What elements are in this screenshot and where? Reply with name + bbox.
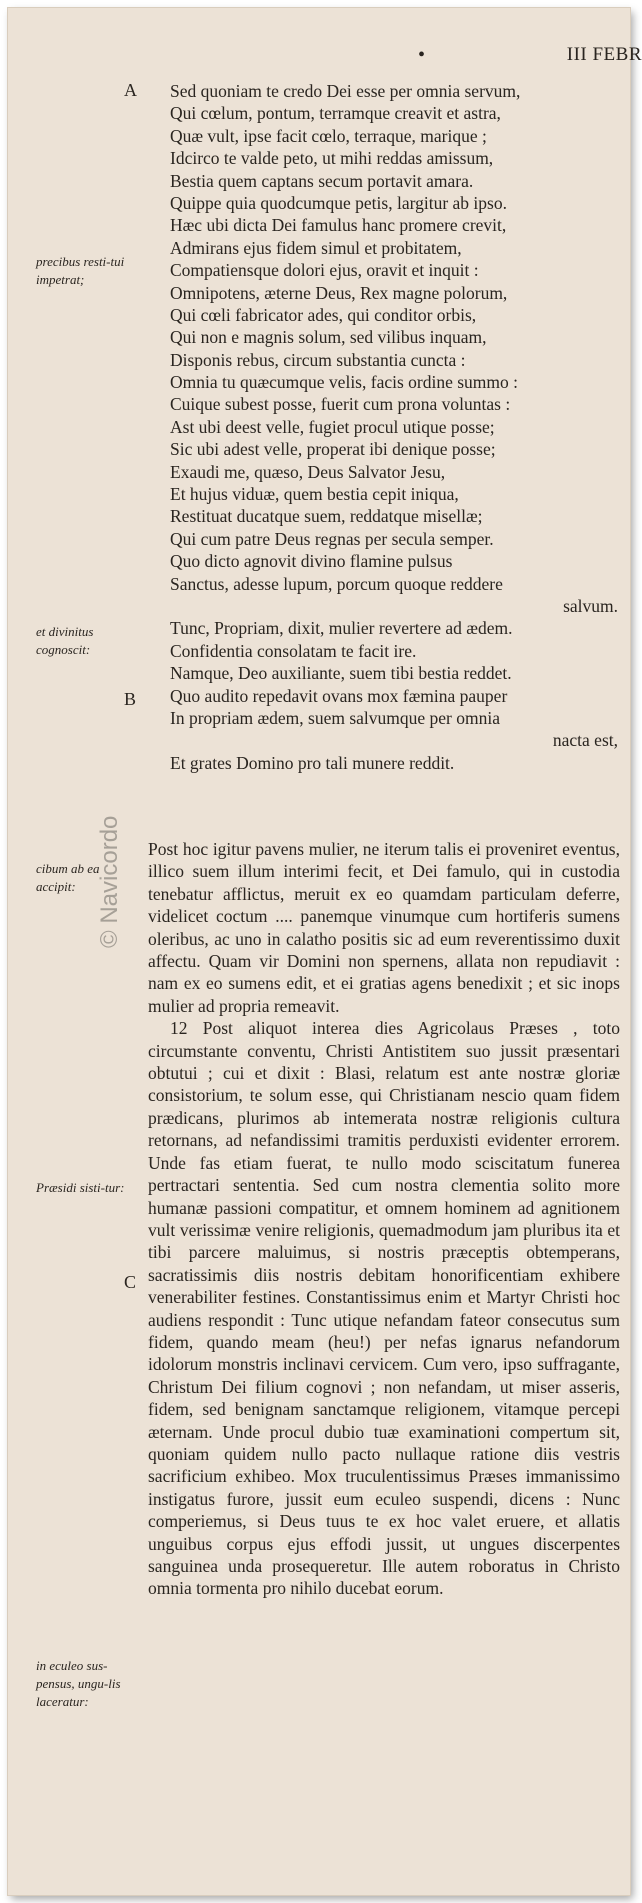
document-page [8,8,642,1895]
verse-line: Namque, Deo auxiliante, suem tibi bestia reddet. [170,663,512,684]
verse-line: Exaudi me, quæso, Deus Salvator Jesu, [170,461,446,482]
verse-line: Qui non e magnis solum, sed vilibus inquam, [170,327,487,348]
verse-line: Qui cœli fabricator ades, qui conditor orbis, [170,304,477,325]
verse-line: Et grates Domino pro tali munere reddit. [170,752,455,773]
verse-line: Qui cum patre Deus regnas per secula semper. [170,528,494,549]
section-letter-a: A [124,80,137,100]
verse-line: Restituat ducatque suem, reddatque misellæ; [170,506,483,527]
prose-block [148,838,620,1600]
verse-line: Idcirco te valde peto, ut mihi reddas amissum, [170,148,494,169]
margin-note-divine-knowledge: et divinitus cognoscit: [36,624,94,657]
header-title: III FEBR [566,44,642,65]
paragraph-widow-offering: Post hoc igitur pavens mulier, ne iterum talis ei proveniret eventus, illico suem illum interimi fecit, et Dei famulo, qui in custodia tenebatur afflictus, meruit ex eo quamdam particulam deferre, videlicet coctum .... panemque vinumque cum hortiferis sumens oleribus, ac uno in calatho positis sic ad eum reverentissimo duxit affectu. Quam vir Domini non spernens, allata non repudiavit : nam ex eo sumens edit, et ei gratias agens benedixit ; et sic inops mulier ad propria remeavit. [148,839,620,1016]
section-letter-b: B [124,689,137,709]
header-dot: • [418,44,426,66]
margin-note-before-prefect: Præsidi sisti-tur: [36,1180,125,1195]
verse-line: Sanctus, adesse lupum, porcum quoque reddere [170,573,503,594]
margin-note-food: cibum ab ea accipit: [36,861,100,894]
section-letter-c: C [124,1272,137,1292]
verse-line: Admirans ejus fidem simul et probitatem, [170,237,462,258]
verse-line: Quæ vult, ipse facit cœlo, terraque, marique ; [170,125,487,146]
running-header [8,42,642,72]
verse-line: Tunc, Propriam, dixit, mulier revertere ad ædem. [170,618,513,639]
verse-block [170,80,622,774]
verse-line-continuation: salvum. [563,595,618,616]
watermark: © Navicordo [96,815,123,948]
verse-line: Quo audito repedavit ovans mox fæmina pauper [170,685,508,706]
verse-line: Confidentia consolatam te facit ire. [170,640,417,661]
verse-line: Disponis rebus, circum substantia cuncta : [170,349,466,370]
verse-line: In propriam ædem, suem salvumque per omnia [170,707,500,728]
verse-line: Compatiensque dolori ejus, oravit et inquit : [170,260,479,281]
margin-note-restitution: precibus resti-tui impetrat; [36,254,125,287]
verse-line-continuation: nacta est, [552,730,618,751]
verse-line: Cuique subest posse, fuerit cum prona voluntas : [170,394,511,415]
verse-line: Quippe quia quodcumque petis, largitur ab ipso. [170,192,507,213]
verse-line: Sic ubi adest velle, properat ibi denique posse; [170,439,496,460]
verse-line: Sed quoniam te credo Dei esse per omnia servum, [170,81,521,101]
verse-line: Omnipotens, æterne Deus, Rex magne polorum, [170,282,508,303]
verse-line: Qui cœlum, pontum, terramque creavit et astra, [170,103,501,124]
verse-line: Quo dicto agnovit divino flamine pulsus [170,551,453,572]
verse-line: Bestia quem captans secum portavit amara. [170,170,474,191]
verse-line: Et hujus viduæ, quem bestia cepit iniqua, [170,484,459,505]
paragraph-section-12: 12 Post aliquot interea dies Agricolaus Præses , toto circumstante conventu, Christi Antistitem suo jussit præsentari obtutui ; cui et dixit : Blasi, relatum est ante nostræ gloriæ consistorium, te solum esse, qui Christianam nescio quam fidem prædicans, plurimos ab intemerata nostræ religionis cultura retornans, ad nefandissimi tramitis perduxisti evidenter errorem. Unde fas etiam fuerat, te nullo modo sciscitatum funerea pertractari sententia. Sed cum nostra clementia solito more humanæ passioni compatitur, et omnem hominem ad agnitionem vult verissimæ venire religionis, quemadmodum jam pluribus ita et tibi parcere maluimus, si nostris præceptis obtemperans, sacratissimis diis nostris debitam honorificentiam exhibere venerabiliter festines. Constantissimus enim et Martyr Christi hoc audiens respondit : Tunc utique nefandam fateor consecutus sum fidem, quando meam (heu!) per nefas ignarus nefandorum idolorum monstris inclinavi cervicem. Cum vero, ipso suffragante, Christum Dei filium cognovi ; non nefandam, ut miser asseris, fidem, sed benignam sanctamque religionem, vitamque percepi æternam. Unde procul dubio tuæ examinationi compertum sit, quoniam quidem nullo pacto nullaque ratione diis vestris sacrificium exhibeo. Mox truculentissimus Præses immanissimo instigatus furore, jussit eum eculeo suspendi, dicens : Nunc comperiemus, si Deus tuus te ex hoc valet eruere, et allatis unguibus corpus ejus effodi jussit, ut ungues discerpentes sanguinea unda prosequeretur. Ille autem roboratus in Christo omnia tormenta pro nihilo ducebat eorum. [148,1018,620,1599]
verse-line: Hæc ubi dicta Dei famulus hanc promere crevit, [170,215,507,236]
margin-note-eculeus: in eculeo sus-pensus, ungu-lis laceratur: [36,1658,121,1709]
verse-line: Ast ubi deest velle, fugiet procul utique posse; [170,416,495,437]
verse-line: Omnia tu quæcumque velis, facis ordine summo : [170,372,519,393]
